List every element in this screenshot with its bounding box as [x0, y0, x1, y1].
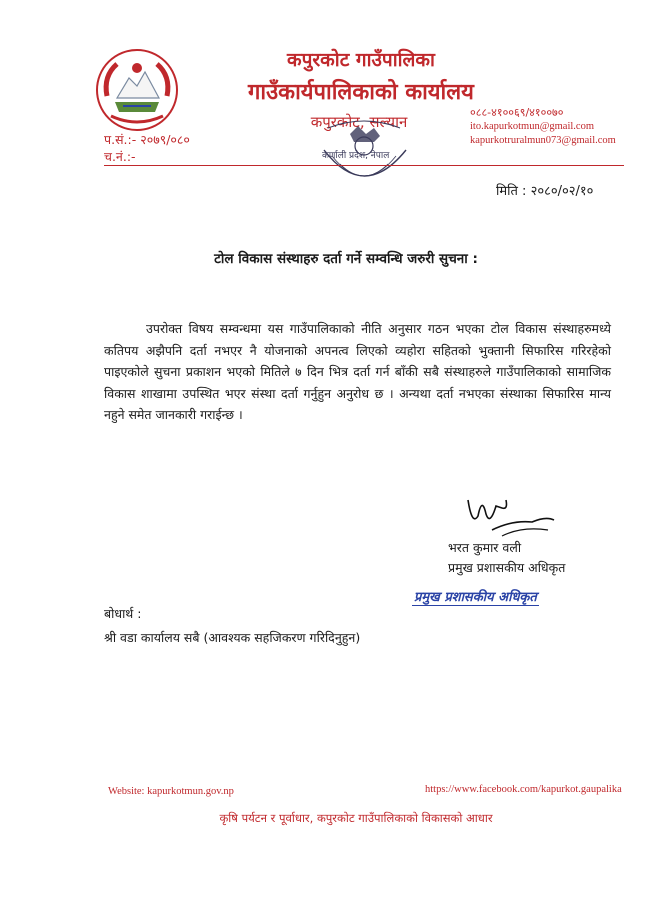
office-seal [294, 120, 434, 220]
contact-block [470, 106, 616, 148]
signer-title: प्रमुख प्रशासकीय अधिकृत [448, 560, 566, 575]
cc-block [104, 602, 360, 650]
office-name-line2: गाउँकार्यपालिकाको कार्यालय [248, 80, 474, 105]
reference-block [104, 131, 190, 165]
patra-sankhya: प.सं.:- २०७९/०८० [104, 132, 190, 147]
cc-recipient: श्री वडा कार्यालय सबै (आवश्यक सहजिकरण गरिदिनुहुन) [104, 630, 361, 645]
footer-facebook: https://www.facebook.com/kapurkot.gaupalika [425, 784, 622, 795]
office-name-line1: कपुरकोट गाउँपालिका [287, 49, 435, 71]
footer-website: Website: kapurkotmun.gov.np [108, 786, 234, 797]
email-1: ito.kapurkotmun@gmail.com [470, 121, 594, 132]
seal-icon [294, 120, 434, 220]
seal-text: कर्णाली प्रदेश, नेपाल [322, 151, 390, 161]
cc-label: बोधार्थ : [104, 606, 142, 621]
email-2: kapurkotruralmun073@gmail.com [470, 135, 616, 146]
office-address: कपुरकोट, सल्यान [310, 113, 408, 131]
signer-block [448, 538, 565, 578]
notice-subject: टोल विकास संस्थाहरु दर्ता गर्ने सम्वन्धि जरुरी सुचना : [214, 251, 478, 267]
signer-name: भरत कुमार वली [448, 540, 522, 555]
chalani-number: च.नं.:- [104, 149, 136, 164]
designation-stamp: प्रमुख प्रशासकीय अधिकृत [412, 587, 539, 606]
letter-date: मिति : २०८०/०२/१० [496, 184, 594, 199]
signature-scribble-icon [462, 486, 562, 546]
footer-slogan: कृषि पर्यटन र पूर्वाधार, कपुरकोट गाउँपालिकाको विकासको आधार [219, 811, 493, 825]
phone-number: ०८८-४१००६९/४१००७० [470, 106, 564, 119]
notice-body: उपरोक्त विषय सम्वन्धमा यस गाउँपालिकाको नीति अनुसार गठन भएका टोल विकास संस्थाहरुमध्ये कतिपय अझैपनि दर्ता नभएर नै योजनाको अपनत्व लिएको व्यहोरा सहितको भुक्तानी सिफारिस गरिरहेको पाइएकोले सुचना प्रकाशन भएको मितिले ७ दिन भित्र दर्ता गर्न बाँकी सबै संस्थाहरुले गाउँपालिकाको सामाजिक विकास शाखामा उपस्थित भएर संस्था दर्ता गर्नुहुन अनुरोध छ । अन्यथा दर्ता नभएका संस्थाका सिफारिस मान्य नहुने समेत जानकारी गराईन्छ । [104, 321, 611, 422]
header-divider [104, 165, 624, 166]
